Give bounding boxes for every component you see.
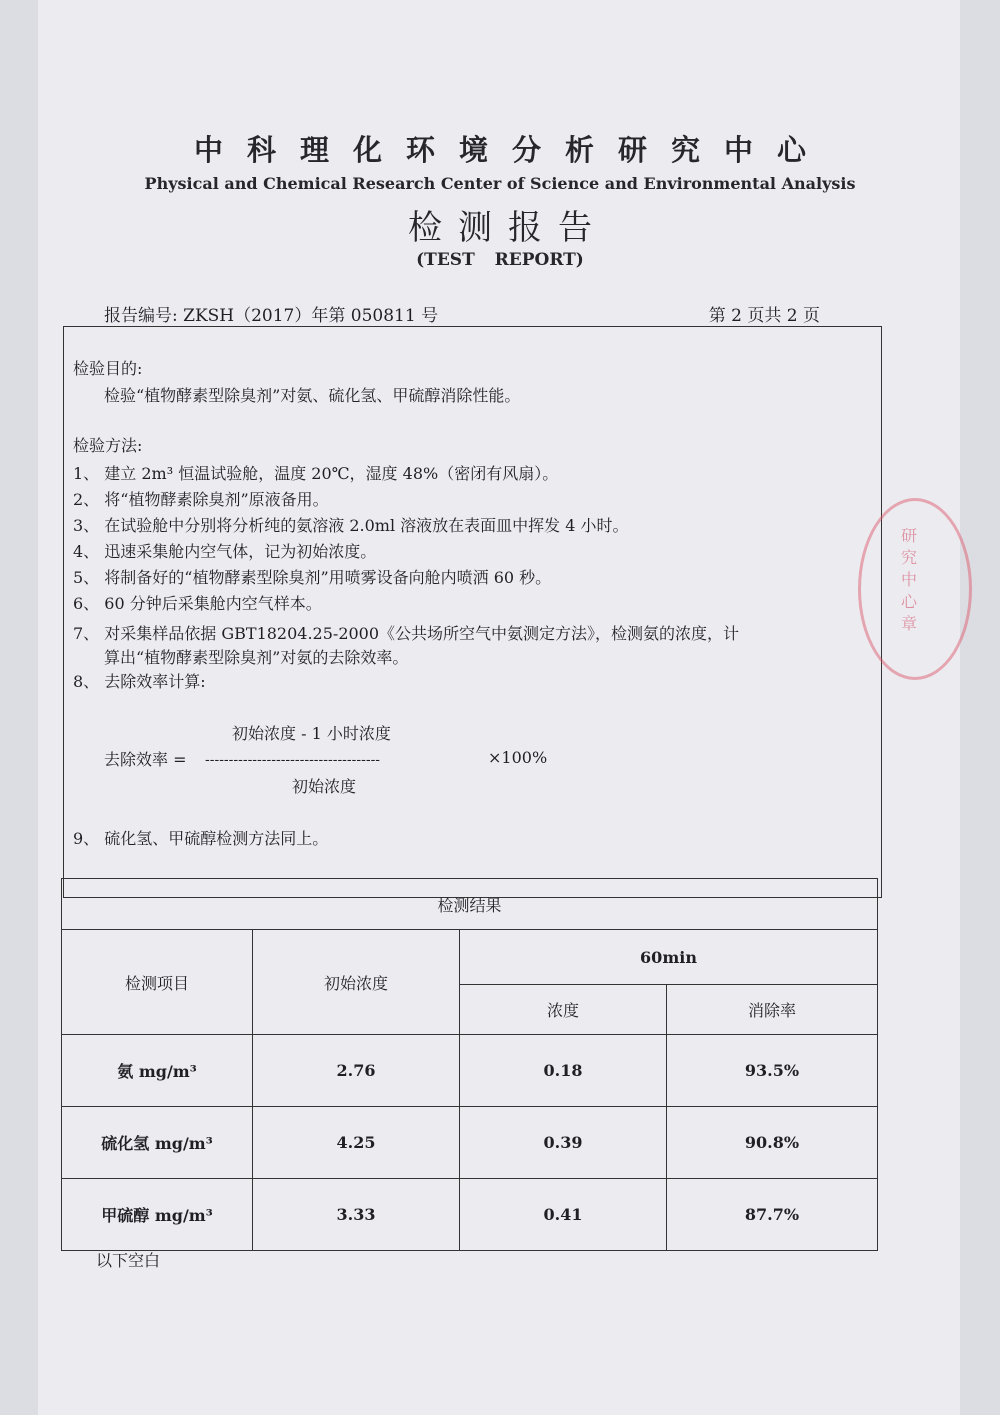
method-step: 6、 60 分钟后采集舱内空气样本。 <box>73 594 322 613</box>
row-conc: 0.39 <box>460 1107 667 1179</box>
report-title: 检测报告 <box>408 208 608 248</box>
method-step: 7、 对采集样品依据 GBT18204.25-2000《公共场所空气中氨测定方法》，检测氨的浓度，计 <box>73 624 740 643</box>
header-item: 检测项目 <box>62 930 253 1035</box>
method-step: 9、 硫化氢、甲硫醇检测方法同上。 <box>73 829 329 848</box>
row-rate: 87.7% <box>667 1179 878 1251</box>
row-initial: 3.33 <box>253 1179 460 1251</box>
org-name-en: Physical and Chemical Research Center of Science and Environmental Analysis <box>144 174 856 193</box>
table-row <box>62 1035 878 1107</box>
page-info: 第 2 页共 2 页 <box>708 306 820 326</box>
formula-denominator: 初始浓度 <box>292 777 357 796</box>
row-conc: 0.18 <box>460 1035 667 1107</box>
row-item: 氨 mg/m³ <box>62 1035 253 1107</box>
blank-note: 以下空白 <box>96 1251 161 1270</box>
row-initial: 4.25 <box>253 1107 460 1179</box>
header-rate: 消除率 <box>667 985 878 1035</box>
header-conc: 浓度 <box>460 985 667 1035</box>
table-row <box>62 1179 878 1251</box>
table-row <box>62 1107 878 1179</box>
purpose-heading: 检验目的: <box>73 359 143 378</box>
method-step: 4、 迅速采集舱内空气体，记为初始浓度。 <box>73 542 377 561</box>
method-step: 算出“植物酵素型除臭剂”对氨的去除效率。 <box>104 648 409 667</box>
results-table <box>61 878 878 1251</box>
method-step: 1、 建立 2m³ 恒温试验舱，温度 20℃，湿度 48%（密闭有风扇）。 <box>73 464 559 483</box>
row-rate: 90.8% <box>667 1107 878 1179</box>
row-conc: 0.41 <box>460 1179 667 1251</box>
formula-multiplier: ×100% <box>488 748 548 767</box>
row-rate: 93.5% <box>667 1035 878 1107</box>
method-step: 8、 去除效率计算: <box>73 672 206 691</box>
purpose-text: 检验“植物酵素型除臭剂”对氨、硫化氢、甲硫醇消除性能。 <box>104 386 521 405</box>
row-item: 甲硫醇 mg/m³ <box>62 1179 253 1251</box>
row-initial: 2.76 <box>253 1035 460 1107</box>
formula-numerator: 初始浓度 - 1 小时浓度 <box>232 724 391 743</box>
header-initial: 初始浓度 <box>253 930 460 1035</box>
seal-text: 研究中心章 <box>900 526 917 633</box>
report-number: 报告编号: ZKSH（2017）年第 050811 号 <box>104 306 439 326</box>
method-heading: 检验方法: <box>73 436 143 455</box>
method-step: 3、 在试验舱中分别将分析纯的氨溶液 2.0ml 溶液放在表面皿中挥发 4 小时。 <box>73 516 629 535</box>
header-60min: 60min <box>460 930 878 985</box>
method-step: 2、 将“植物酵素除臭剂”原液备用。 <box>73 490 329 509</box>
method-step: 5、 将制备好的“植物酵素型除臭剂”用喷雾设备向舱内喷洒 60 秒。 <box>73 568 552 587</box>
formula-fraction-bar: ------------------------------------- <box>205 752 381 768</box>
report-title-en: (TEST REPORT) <box>416 250 584 270</box>
results-title: 检测结果 <box>62 879 878 930</box>
org-name-cn: 中科理化环境分析研究中心 <box>193 133 830 167</box>
formula-label: 去除效率 = <box>104 750 187 769</box>
row-item: 硫化氢 mg/m³ <box>62 1107 253 1179</box>
